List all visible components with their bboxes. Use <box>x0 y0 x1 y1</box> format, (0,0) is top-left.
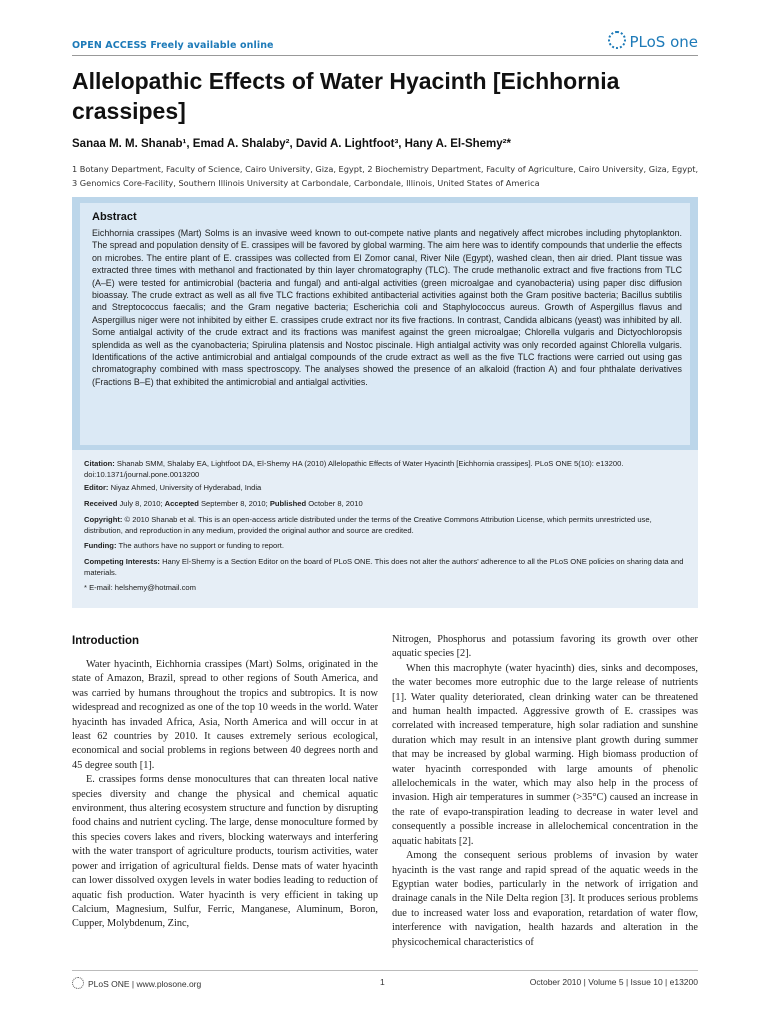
funding: Funding: The authors have no support or funding to report. <box>84 541 284 550</box>
email-link[interactable]: * E-mail: helshemy@hotmail.com <box>84 583 196 592</box>
competing-interests: Competing Interests: Hany El-Shemy is a Section Editor on the board of PLoS ONE. This does not alter the authors' adherence to all the PLoS ONE policies on sharing data and materials. <box>84 557 684 577</box>
article-metadata <box>72 450 698 608</box>
copyright: Copyright: © 2010 Shanab et al. This is an open-access article distributed under the terms of the Creative Commons Attribution License, which permits unrestricted use, distribution, and reproduction in any medium, provided the original author and source are credited. <box>84 515 652 535</box>
paragraph: Water hyacinth, Eichhornia crassipes (Mart) Solms, originated in the state of Amazon, Brazil, spread to other regions of South America, and was carried by humans throughout the tropics and subtropics. It is now widespread and recognized as one of the top 10 weeds in the world. Water hyacinth has invaded Africa, Asia, North America and will occur in at least 62 countries by 2010. It causes extremely serious ecological, economical and social problems in regions between 40 degrees north and 45 degree south [1]. <box>72 659 378 771</box>
paper-title: Allelopathic Effects of Water Hyacinth [Eichhornia crassipes] <box>72 68 620 124</box>
paragraph: Among the consequent serious problems of invasion by water hyacinth is the vast range and rapid spread of the aquatic weeds in the Egyptian water bodies, particularly in the network of irrigation and drainage canals in the Nile Delta region [3]. It produces serious problems due to increased water loss and evaporation, retardation of water flow, interference with navigation, health hazards and alteration in the physicochemical characteristics of <box>392 850 698 948</box>
open-access-banner: OPEN ACCESS Freely available online <box>72 40 274 51</box>
body-column-right <box>392 633 698 950</box>
abstract-heading: Abstract <box>92 211 137 223</box>
abstract-panel <box>80 203 690 445</box>
plos-footer-icon <box>72 977 84 989</box>
dates: Received July 8, 2010; Accepted September 8, 2010; Published October 8, 2010 <box>84 499 363 508</box>
footer-journal: PLoS ONE | www.plosone.org <box>72 977 201 989</box>
page-number: 1 <box>380 977 385 987</box>
section-heading-introduction: Introduction <box>72 635 140 647</box>
editor: Editor: Niyaz Ahmed, University of Hyderabad, India <box>84 483 262 492</box>
plos-logo-icon <box>608 31 626 49</box>
journal-logo: PLoS one <box>608 31 698 51</box>
affiliations: 1 Botany Department, Faculty of Science, Cairo University, Giza, Egypt, 2 Biochemistry Department, Faculty of Agriculture, Cairo University, Giza, Egypt, 3 Genomics Core-Facility, Southern Illinois University at Carbondale, Carbondale, Illinois, United States of America <box>72 164 699 188</box>
abstract-box <box>72 197 698 450</box>
footer-divider <box>72 970 698 971</box>
footer-issue: October 2010 | Volume 5 | Issue 10 | e13200 <box>529 977 698 987</box>
header-divider <box>72 55 698 56</box>
paragraph: When this macrophyte (water hyacinth) dies, sinks and decomposes, the water becomes more eutrophic due to the large release of nutrients [1]. Water quality deteriorated, clean drinking water can be threatened and human health impacted. Aggressive growth of E. crassipes was correlated with increased temperature, high solar radiation and sunshine duration which may result in an intensive plant growth during summer that may be increased by global warming. High biomass production of water hyacinth corresponded with large amounts of phenolic allelochemicals in the water, which may also help in the process of invasion. High air temperatures in summer (>35°C) caused an increase in the rate of evapo-transpiration leading to decrease in water level and consequently a possible increase in allelochemical concentration in the aquatic habitats [2]. <box>392 662 698 847</box>
body-column-left <box>72 658 378 932</box>
citation: Citation: Shanab SMM, Shalaby EA, Lightfoot DA, El-Shemy HA (2010) Allelopathic Effects of Water Hyacinth [Eichhornia crassipes]. PLoS ONE 5(10): e13200. doi:10.1371/journal.pone.0013200 <box>84 459 624 479</box>
paragraph: Nitrogen, Phosphorus and potassium favoring its growth over other aquatic species [2]. <box>392 634 698 660</box>
paragraph: E. crassipes forms dense monocultures that can threaten local native species diversity and change the physical and chemical aquatic environment, thus altering ecosystem structure and function by disrupting food chains and nutrient cycling. The large, dense monoculture formed by this species covers lakes and rivers, blocking waterways and interfering with the water transport of agriculture products, tourism activities, water power and irrigation of agricultural fields. Dense mats of water hyacinth can lower dissolved oxygen levels in water bodies leading to reduction of aquatic fish production. Water hyacinth is very efficient in taking up Calcium, Magnesium, Sulfur, Ferric, Manganese, Aluminum, Boron, Cupper, Molybdenum, Zinc, <box>72 774 378 930</box>
author-list: Sanaa M. M. Shanab¹, Emad A. Shalaby², David A. Lightfoot³, Hany A. El-Shemy²* <box>72 138 511 150</box>
abstract-text: Eichhornia crassipes (Mart) Solms is an invasive weed known to out-compete native plants and negatively affect microbes including phytoplankton. The spread and population density of E. crassipes will be favored by global warming. The aim here was to identify compounds that underlie the effects on microbes. The entire plant of E. crassipes was collected from El Zomor canal, River Nile (Egypt), washed clean, then air dried. Plant tissue was extracted three times with methanol and fractionated by thin layer chromatography (TLC). The crude methanolic extract and five fractions from TLC (A–E) were tested for antimicrobial (bacteria and fungal) and anti-algal activities (green microalgae and cyanobacteria) using paper disc diffusion bioassay. The crude extract as well as all five TLC fractions exhibited antibacterial activities against both the Gram positive bacteria; Bacillus subtilis and Streptococcus faecalis; and the Gram negative bacteria; Escherichia coli and Staphylococcus aureus. Growth of Aspergillus flavus and Aspergillus niger were not inhibited by either E. crassipes crude extract nor its five fractions. In contrast, Candida albicans (yeast) was inhibited by all. Some antialgal activity of the crude extract and its fractions was manifest against the green microalgae; Chlorella vulgaris and Dictyochloropsis splendida as well as the cyanobacteria; Spirulina platensis and Nostoc piscinale. High antialgal activity was only recorded against Chlorella vulgaris. Identifications of the active antimicrobial and antialgal compounds of the crude extract as well as the five TLC fractions were carried out using gas chromatography combined with mass spectroscopy. The analyses showed the presence of an alkaloid (fraction A) and four phthalate derivatives (Fractions B–E) that exhibited the antimicrobial and antialgal activities. <box>92 228 682 387</box>
